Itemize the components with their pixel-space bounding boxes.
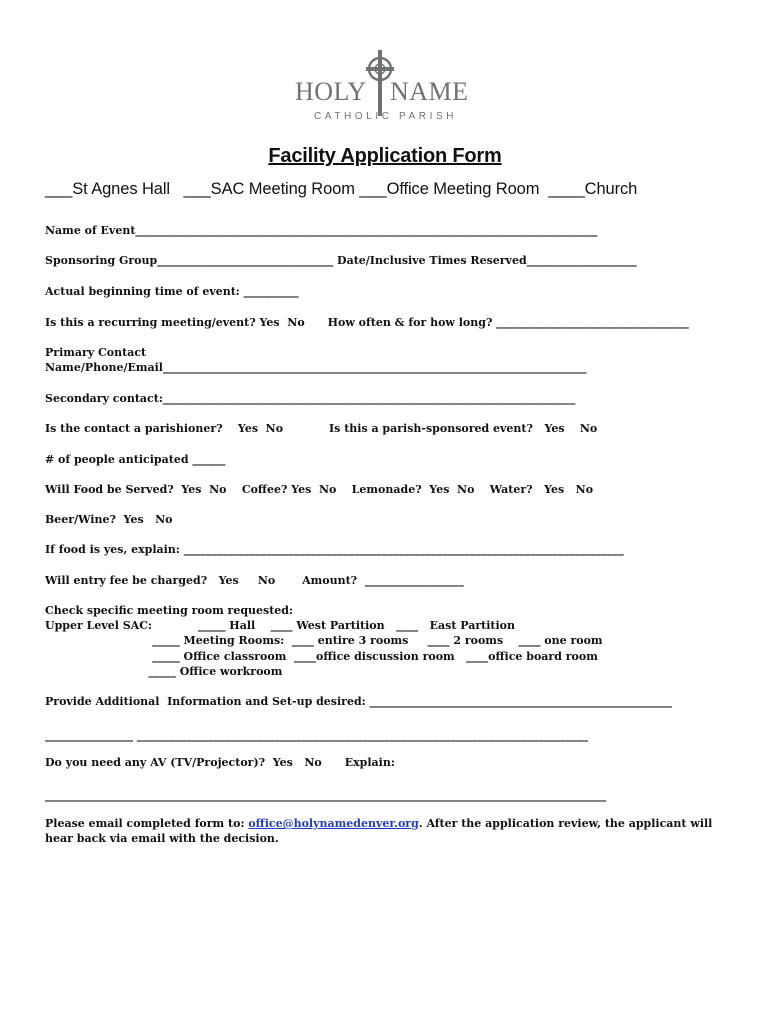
meeting-rooms-options[interactable]: _____ Meeting Rooms: ____ entire 3 rooms ____ 2 rooms ____ one room: [45, 634, 603, 647]
logo-word-name: NAME: [390, 77, 469, 106]
food-explain-field[interactable]: If food is yes, explain: ________________________________________________________________________________: [45, 543, 624, 556]
av-field[interactable]: Do you need any AV (TV/Projector)? Yes No Explain:: [45, 756, 395, 769]
secondary-contact-field[interactable]: Secondary contact:___________________________________________________________________________: [45, 392, 576, 405]
logo-subtitle: CATHOLIC PARISH: [314, 111, 458, 122]
primary-contact-label: Primary Contact: [45, 346, 147, 359]
sponsoring-group-field[interactable]: Sponsoring Group________________________________ Date/Inclusive Times Reserved____________________: [45, 254, 637, 267]
email-suffix: . After the application review, the applicant will: [418, 817, 713, 830]
email-instruction: [45, 816, 712, 831]
facility-options[interactable]: ___St Agnes Hall ___SAC Meeting Room ___Office Meeting Room ____Church: [45, 180, 638, 198]
logo-word-holy: HOLY: [295, 77, 367, 106]
recurring-field[interactable]: Is this a recurring meeting/event? Yes No How often & for how long? ___________________________________: [45, 316, 689, 329]
email-prefix: Please email completed form to:: [45, 817, 249, 830]
office-classroom-options[interactable]: _____ Office classroom ____office discussion room ____office board room: [45, 650, 598, 663]
upper-level-options[interactable]: Upper Level SAC: _____ Hall ____ West Partition ____ East Partition: [45, 619, 515, 632]
parish-logo: [290, 50, 480, 126]
beer-wine-field[interactable]: Beer/Wine? Yes No: [45, 513, 173, 526]
parishioner-field[interactable]: Is the contact a parishioner? Yes No Is this a parish-sponsored event? Yes No: [45, 422, 598, 435]
additional-info-field[interactable]: Provide Additional Information and Set-up desired: _______________________________________________________: [45, 695, 673, 708]
food-served-field[interactable]: Will Food be Served? Yes No Coffee? Yes No Lemonade? Yes No Water? Yes No: [45, 483, 594, 496]
office-workroom-option[interactable]: _____ Office workroom: [45, 665, 283, 678]
email-link[interactable]: office@holynamedenver.org: [248, 817, 419, 830]
email-instruction-line2: hear back via email with the decision.: [45, 832, 279, 845]
beginning-time-field[interactable]: Actual beginning time of event: __________: [45, 285, 299, 298]
form-title: Facility Application Form: [268, 145, 502, 167]
check-room-label: Check specific meeting room requested:: [45, 604, 294, 617]
primary-contact-field[interactable]: Name/Phone/Email_____________________________________________________________________________: [45, 361, 587, 374]
name-of-event-field[interactable]: Name of Event____________________________________________________________________________________: [45, 224, 598, 237]
av-explain-line[interactable]: ______________________________________________________________________________________________________: [45, 789, 606, 802]
entry-fee-field[interactable]: Will entry fee be charged? Yes No Amount? __________________: [45, 574, 464, 587]
additional-info-line[interactable]: ________________ __________________________________________________________________________________: [45, 729, 588, 742]
people-anticipated-field[interactable]: # of people anticipated ______: [45, 453, 226, 466]
